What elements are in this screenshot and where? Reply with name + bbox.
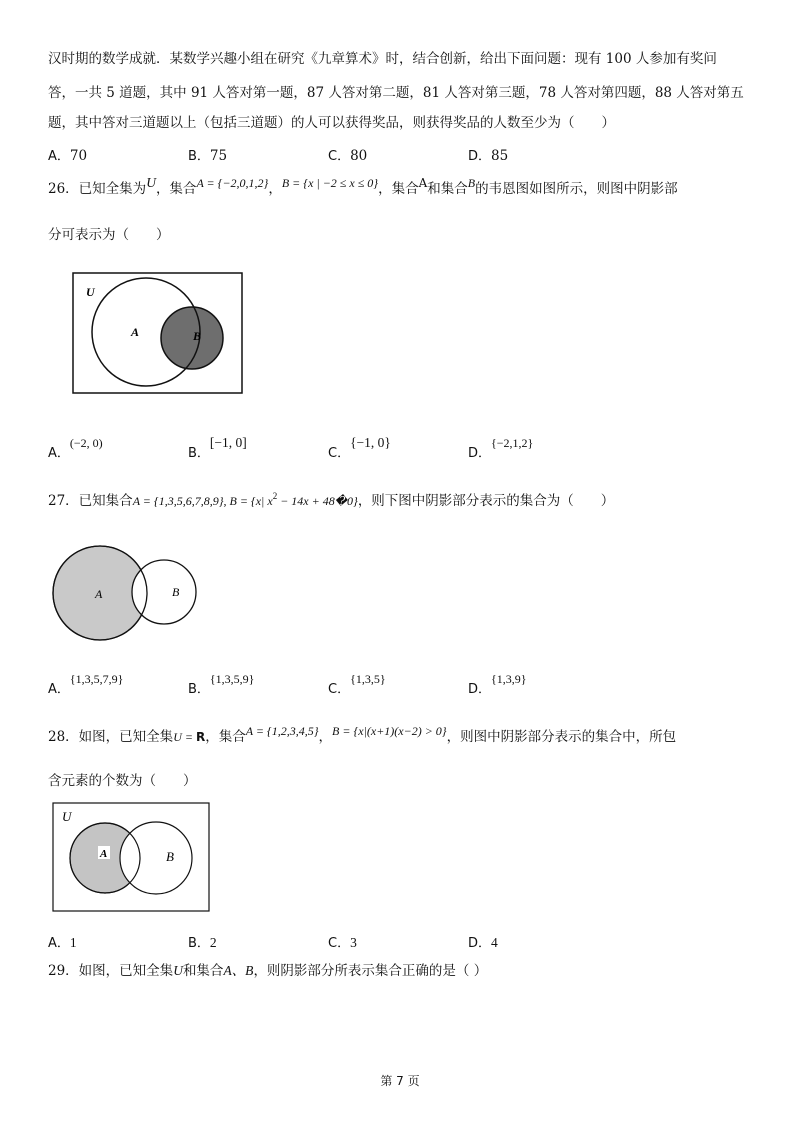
q28-label-u: U	[62, 809, 72, 824]
q26-option-c[interactable]: C．{−1, 0}	[328, 435, 391, 461]
q28-option-a[interactable]: A．1	[48, 935, 77, 951]
q26-stem-line-2: 分可表示为（ ）	[48, 227, 170, 243]
q27-label-a: A	[95, 587, 103, 601]
q27-option-d[interactable]: D．{1,3,9}	[468, 672, 527, 697]
q28-circle-b	[120, 822, 192, 894]
q27-option-b[interactable]: B．{1,3,5,9}	[188, 672, 255, 697]
q26-option-b[interactable]: B．[−1, 0]	[188, 435, 247, 461]
intro-option-a[interactable]: A．70	[48, 148, 88, 164]
intro-option-d[interactable]: D．85	[468, 148, 509, 164]
intro-line-1: 汉时期的数学成就．某数学兴趣小组在研究《九章算术》时，结合创新，给出下面问题：现有 100 人参加有奖问	[48, 51, 717, 67]
q28-option-d[interactable]: D．4	[468, 935, 498, 951]
q28-stem-line-2: 含元素的个数为（ ）	[48, 773, 197, 789]
q27-option-c[interactable]: C．{1,3,5}	[328, 672, 386, 697]
q28-label-a: A	[100, 848, 108, 860]
q28-option-c[interactable]: C．3	[328, 935, 357, 951]
q28-stem: 28．如图，已知全集U = R，集合A = {1,2,3,4,5}，B = {x|(x+1)(x−2) > 0}，则图中阴影部分表示的集合中，所包	[48, 724, 677, 745]
q29-stem: 29．如图，已知全集U和集合A、B，则阴影部分所表示集合正确的是（ ）	[48, 963, 488, 979]
intro-option-c[interactable]: C．80	[328, 148, 368, 164]
q27-option-a[interactable]: A．{1,3,5,7,9}	[48, 672, 124, 697]
q26-option-a[interactable]: A．(−2, 0)	[48, 436, 103, 461]
q26-label-b: B	[193, 329, 202, 343]
page-number: 第 7 页	[380, 1074, 420, 1088]
q27-label-b: B	[172, 585, 180, 599]
q26-venn-diagram	[70, 270, 246, 396]
q27-venn-diagram	[52, 540, 202, 650]
q28-venn-diagram	[52, 802, 212, 914]
intro-option-b[interactable]: B．75	[188, 148, 228, 164]
q26-stem: 26．已知全集为U，集合A = {−2,0,1,2}，B = {x | −2 ≤ x ≤ 0}，集合A和集合B的韦恩图如图所示，则图中阴影部	[48, 175, 678, 197]
q28-option-b[interactable]: B．2	[188, 935, 217, 951]
q26-label-u: U	[86, 285, 95, 299]
q26-label-a: A	[131, 325, 140, 339]
q26-option-d[interactable]: D．{−2,1,2}	[468, 436, 534, 461]
intro-line-2: 答，一共 5 道题，其中 91 人答对第一题，87 人答对第二题，81 人答对第三题，78 人答对第四题，88 人答对第五	[48, 85, 744, 101]
q28-label-b: B	[166, 849, 174, 864]
q27-stem: 27．已知集合A = {1,3,5,6,7,8,9}, B = {x| $x^2 - 14x$ + 48�0}，则下图中阴影部分表示的集合为（ ）	[48, 491, 615, 509]
intro-line-3: 题，其中答对三道题以上（包括三道题）的人可以获得奖品，则获得奖品的人数至少为（ ）	[48, 115, 615, 131]
